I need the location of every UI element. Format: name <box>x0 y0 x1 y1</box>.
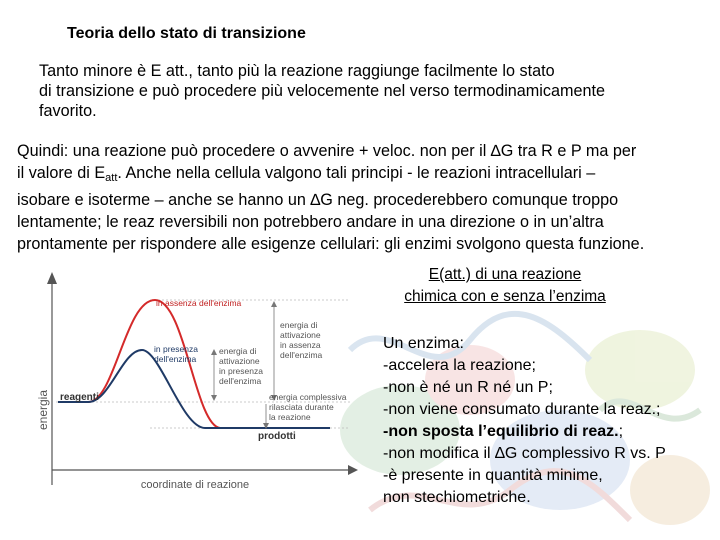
intro-line: di transizione e può procedere più velocemente nel verso termodinamicamente <box>39 82 605 100</box>
list-item: -non sposta l’equilibrio di reaz.; <box>383 423 624 440</box>
list-item: -è presente in quantità minime, <box>383 467 603 484</box>
enzyme-properties-list <box>383 333 666 509</box>
explanation-line: il valore di $E_{att}$. Anche nella cellula valgono tali principi - le reazioni intracellulari – <box>17 164 596 184</box>
list-item: -non viene consumato durante la reaz.; <box>383 401 661 418</box>
caption-line: chimica con e senza l’enzima <box>404 288 606 305</box>
reactants-label: reagenti <box>60 392 99 403</box>
y-axis-arrow <box>47 272 57 284</box>
slide-title: Teoria dello stato di transizione <box>67 25 306 42</box>
x-axis-arrow <box>348 465 358 475</box>
x-axis-label: coordinate di reazione <box>140 479 250 491</box>
products-label: prodotti <box>258 431 296 442</box>
list-item: -non è né un R né un P; <box>383 379 553 396</box>
list-item: non stechiometriche. <box>383 489 531 506</box>
list-item: -non modifica il ∆G complessivo R vs. P <box>383 445 666 462</box>
explanation-line: isobare e isoterme – anche se hanno un ∆G neg. procederebbero comunque troppo <box>17 191 619 209</box>
energy-diagram <box>30 270 360 500</box>
explanation-line: prontamente per rispondere alle esigenze cellulari: gli enzimi svolgono questa funzione. <box>17 235 645 253</box>
att-subscript: att <box>105 172 118 184</box>
explanation-line: lentamente; le reaz reversibili non potrebbero andare in una direzione o in un’altra <box>17 213 604 231</box>
no-enzyme-label: in assenza dell'enzima <box>156 298 242 308</box>
ea-without-label: energia di attivazione in assenza dell'enzima <box>280 320 323 360</box>
intro-line: Tanto minore è E att., tanto più la reazione raggiunge facilmente lo stato <box>39 62 555 80</box>
delta-symbol: ∆ <box>490 142 501 160</box>
list-item: -accelera la reazione; <box>383 357 536 374</box>
explanation-paragraph <box>17 140 717 255</box>
intro-paragraph <box>39 61 709 121</box>
intro-line: favorito. <box>39 102 97 120</box>
ea-with-label: energia di attivazione in presenza dell'enzima <box>219 346 263 386</box>
caption-line: E(att.) di una reazione <box>428 266 582 283</box>
y-axis-label: energia <box>36 389 50 431</box>
explanation-line: Quindi: una reazione può procedere o avvenire + veloc. non per il ∆G tra R e P ma per <box>17 142 637 160</box>
bold-item: -non sposta l’equilibrio di reaz. <box>383 423 619 440</box>
overall-energy-label: energia complessiva rilasciata durante la reazione <box>269 392 347 422</box>
enzyme-label: in presenza dell'enzima <box>154 344 198 364</box>
list-heading: Un enzima: <box>383 335 464 352</box>
diagram-caption <box>360 264 650 308</box>
